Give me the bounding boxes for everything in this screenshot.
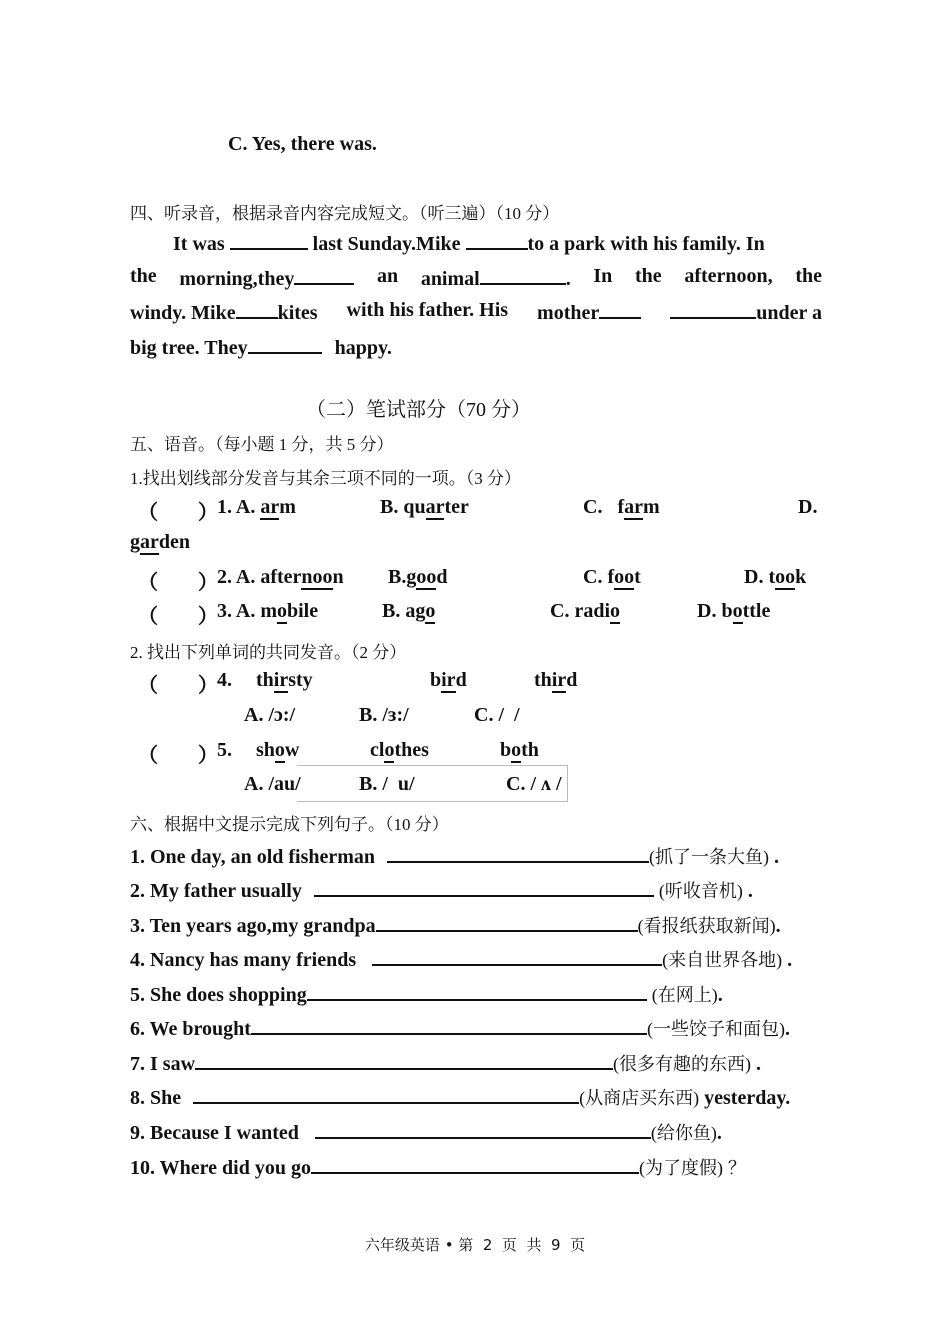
q4-option-a: A. /ɔ:/: [244, 704, 296, 726]
answer-blank-6[interactable]: [251, 1015, 647, 1035]
blank-3[interactable]: [294, 265, 354, 285]
answer-blank-3[interactable]: [376, 912, 638, 932]
q5-option-b: B. / u/: [359, 773, 415, 795]
section4-line3: windy. Mike kites with his father. His mother under a: [130, 299, 822, 324]
blank-5[interactable]: [236, 299, 278, 319]
blank-7[interactable]: [670, 299, 756, 319]
blank-1[interactable]: [230, 230, 308, 250]
sentence-5: 5. She does shopping (在网上).: [130, 981, 723, 1007]
sentence-9: 9. Because I wanted (给你鱼).: [130, 1119, 722, 1145]
blank-6[interactable]: [599, 299, 641, 319]
q2-option-d: D. took: [744, 566, 807, 588]
answer-blank-2[interactable]: [314, 877, 654, 897]
answer-blank-8[interactable]: [193, 1084, 579, 1104]
q3-option-d: D. bottle: [697, 600, 771, 622]
section4-line1: It was last Sunday.Mike to a park with his family. In: [173, 230, 765, 256]
answer-blank-4[interactable]: [372, 946, 662, 966]
answer-blank-1[interactable]: [387, 843, 649, 863]
q1-option-b: B. quarter: [380, 496, 469, 518]
q4-word-1: thirsty: [256, 669, 313, 691]
q5-option-a: A. /au/: [244, 773, 301, 795]
q4-option-b: B. /ɜ:/: [359, 704, 409, 726]
section5-sub1: 1.找出划线部分发音与其余三项不同的一项。（3 分）: [130, 469, 521, 488]
q4-word-2: bird: [430, 669, 467, 691]
answer-blank-7[interactable]: [195, 1050, 613, 1070]
page-footer: 六年级英语 • 第 2 页 共 9 页: [364, 1236, 586, 1254]
q1-option-a: 1. A. arm: [217, 496, 296, 518]
q2-option-a: 2. A. afternoon: [217, 566, 344, 588]
q1-option-c: C. farm: [583, 496, 660, 518]
q4-num: 4.: [217, 669, 232, 691]
sentence-7: 7. I saw (很多有趣的东西) .: [130, 1050, 761, 1076]
blank-2[interactable]: [466, 230, 528, 250]
q4-paren[interactable]: （ ）: [138, 675, 218, 697]
q3-option-c: C. radio: [550, 600, 620, 622]
q2-paren[interactable]: （ ）: [138, 572, 218, 594]
q1-paren[interactable]: （ ）: [138, 502, 218, 524]
section5-heading: 五、语音。（每小题 1 分，共 5 分）: [130, 435, 394, 454]
part2-title: （二）笔试部分（70 分）: [306, 399, 531, 421]
q2-option-c: C. foot: [583, 566, 641, 588]
q5-num: 5.: [217, 739, 232, 761]
blank-4[interactable]: [480, 265, 566, 285]
q5-word-1: show: [256, 739, 300, 761]
answer-blank-10[interactable]: [311, 1154, 639, 1174]
q1-option-d-label: D.: [798, 496, 818, 518]
sentence-1: 1. One day, an old fisherman (抓了一条大鱼) .: [130, 843, 779, 869]
q3-paren[interactable]: （ ）: [138, 606, 218, 628]
q1-option-d-word: garden: [130, 531, 191, 553]
answer-blank-5[interactable]: [307, 981, 647, 1001]
q2-option-b: B.good: [388, 566, 448, 588]
section4-line2: the morning,they an animal . In the afternoon, the: [130, 265, 822, 290]
sentence-3: 3. Ten years ago,my grandpa (看报纸获取新闻).: [130, 912, 781, 938]
q5-option-c: C. / ʌ /: [506, 773, 562, 795]
sentence-4: 4. Nancy has many friends (来自世界各地) .: [130, 946, 792, 972]
q4-word-3: third: [534, 669, 578, 691]
q5-paren[interactable]: （ ）: [138, 745, 218, 767]
section4-heading: 四、听录音，根据录音内容完成短文。（听三遍）（10 分）: [130, 204, 560, 223]
answer-blank-9[interactable]: [315, 1119, 651, 1139]
sentence-2: 2. My father usually (听收音机) .: [130, 877, 753, 903]
option-c-previous-question: C. Yes, there was.: [228, 133, 377, 155]
section5-sub2: 2. 找出下列单词的共同发音。（2 分）: [130, 643, 407, 662]
section6-heading: 六、根据中文提示完成下列句子。（10 分）: [130, 815, 449, 834]
section4-line4: big tree. They happy.: [130, 334, 392, 360]
q3-option-a: 3. A. mobile: [217, 600, 319, 622]
q5-word-2: clothes: [370, 739, 429, 761]
q3-option-b: B. ago: [382, 600, 436, 622]
sentence-6: 6. We brought (一些饺子和面包).: [130, 1015, 790, 1041]
q4-option-c: C. / /: [474, 704, 520, 726]
sentence-8: 8. She (从商店买东西) yesterday.: [130, 1084, 790, 1110]
sentence-10: 10. Where did you go (为了度假) ？: [130, 1154, 746, 1180]
blank-8[interactable]: [248, 334, 322, 354]
q5-word-3: both: [500, 739, 539, 761]
